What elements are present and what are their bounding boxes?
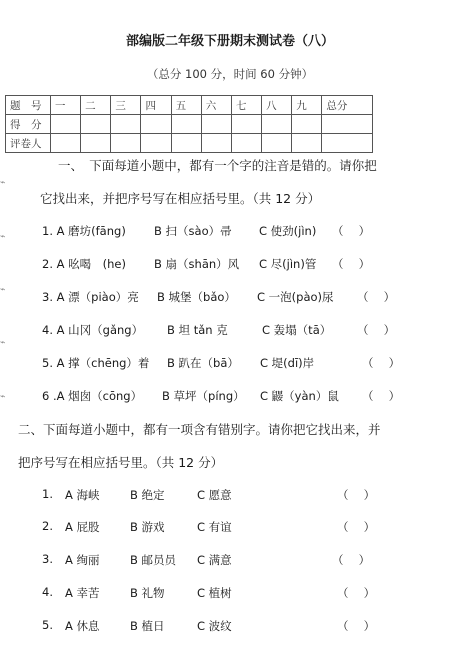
score-cell[interactable] — [171, 115, 201, 134]
option-a: 2. A 吆喝 (he) — [42, 257, 126, 271]
answer-blank[interactable]: （ ） — [337, 488, 376, 502]
score-table-header: 五 — [171, 96, 201, 115]
score-cell[interactable] — [141, 115, 171, 134]
score-cell[interactable] — [262, 115, 292, 134]
option-c: C 使劲(jìn) — [259, 224, 317, 238]
score-cell[interactable] — [292, 115, 322, 134]
option-c: C 植树 — [197, 586, 232, 600]
option-a: 4. A 山冈（gǎng） — [42, 323, 144, 337]
question-number: 3. — [42, 552, 53, 566]
option-a: 5. A 撑（chēng）着 — [42, 356, 150, 370]
answer-blank[interactable]: （ ） — [362, 356, 401, 370]
answer-blank[interactable]: （ ） — [337, 619, 376, 633]
question-number: 2. — [42, 519, 53, 533]
option-b: B 邮员员 — [130, 553, 177, 567]
option-c: C 轰塌（tā） — [262, 323, 332, 337]
option-c: C 尽(jìn)管 — [259, 257, 317, 271]
option-c: C 一泡(pào)尿 — [257, 290, 334, 304]
margin-mark: ⌁ — [0, 285, 6, 295]
score-cell[interactable] — [231, 134, 261, 153]
score-cell[interactable] — [201, 134, 231, 153]
question-number: 1. — [42, 487, 53, 501]
option-c: C 有谊 — [197, 520, 232, 534]
option-b: B 城堡（bǎo） — [157, 290, 236, 304]
option-b: B 礼物 — [130, 586, 165, 600]
margin-mark: ⌁ — [0, 392, 6, 402]
exam-title: 部编版二年级下册期末测试卷（八） — [125, 34, 334, 49]
section2-intro-line1: 二、下面每道小题中，都有一项含有错别字。请你把它找出来，并 — [18, 422, 381, 437]
score-row-label: 评卷人 — [6, 134, 51, 153]
option-b: B 绝定 — [130, 488, 165, 502]
score-cell[interactable] — [141, 134, 171, 153]
option-b: B 扫（sào）帚 — [154, 224, 232, 238]
option-a: A 屁股 — [65, 520, 100, 534]
answer-blank[interactable]: （ ） — [357, 290, 396, 304]
question-number: 5. — [42, 618, 53, 632]
answer-blank[interactable]: （ ） — [337, 520, 376, 534]
margin-mark: ⌁ — [0, 232, 6, 242]
answer-blank[interactable]: （ ） — [362, 389, 401, 403]
option-c: C 堤(dī)岸 — [260, 356, 315, 370]
option-b: B 草坪（píng） — [162, 389, 245, 403]
score-cell[interactable] — [292, 134, 322, 153]
score-table-header: 二 — [81, 96, 111, 115]
score-cell[interactable] — [322, 134, 373, 153]
score-table-header: 题 号 — [6, 96, 51, 115]
score-table-header: 四 — [141, 96, 171, 115]
score-cell[interactable] — [201, 115, 231, 134]
score-table-row — [6, 115, 373, 134]
section1-intro-line1: 一、 下面每道小题中，都有一个字的注音是错的。请你把 — [58, 158, 377, 173]
score-table-row — [6, 134, 373, 153]
option-b: B 植日 — [130, 619, 165, 633]
score-table-header: 七 — [231, 96, 261, 115]
option-c: C 满意 — [197, 553, 232, 567]
option-c: C 愿意 — [197, 488, 232, 502]
score-cell[interactable] — [111, 134, 141, 153]
question-number: 4. — [42, 585, 53, 599]
score-cell[interactable] — [262, 134, 292, 153]
score-cell[interactable] — [51, 115, 81, 134]
option-a: A 绚丽 — [65, 553, 100, 567]
score-table-header: 三 — [111, 96, 141, 115]
option-b: B 趴在（bā） — [167, 356, 239, 370]
answer-blank[interactable]: （ ） — [332, 553, 371, 567]
score-cell[interactable] — [81, 134, 111, 153]
score-cell[interactable] — [171, 134, 201, 153]
section1-intro-line2: 它找出来，并把序号写在相应括号里。（共 12 分） — [40, 191, 321, 206]
option-c: C 波纹 — [197, 619, 232, 633]
option-a: 6 .A 烟囱（cōng） — [42, 389, 143, 403]
score-table-header: 一 — [51, 96, 81, 115]
option-a: 3. A 漂（piào）亮 — [42, 290, 139, 304]
score-cell[interactable] — [111, 115, 141, 134]
score-cell[interactable] — [231, 115, 261, 134]
option-c: C 鼹（yàn）鼠 — [260, 389, 339, 403]
answer-blank[interactable]: （ ） — [357, 323, 396, 337]
section2-intro-line2: 把序号写在相应括号里。（共 12 分） — [18, 455, 224, 470]
answer-blank[interactable]: （ ） — [332, 224, 371, 238]
option-a: 1. A 磨坊(fāng) — [42, 224, 126, 238]
score-cell[interactable] — [322, 115, 373, 134]
score-row-label: 得 分 — [6, 115, 51, 134]
option-a: A 海峡 — [65, 488, 100, 502]
score-cell[interactable] — [51, 134, 81, 153]
score-table — [5, 95, 373, 153]
score-table-header: 六 — [201, 96, 231, 115]
margin-mark: ⌁ — [0, 178, 6, 188]
margin-mark: ⌁ — [0, 338, 6, 348]
exam-subtitle: （总分 100 分，时间 60 分钟） — [146, 67, 314, 81]
option-a: A 休息 — [65, 619, 100, 633]
answer-blank[interactable]: （ ） — [332, 257, 371, 271]
option-b: B 游戏 — [130, 520, 165, 534]
score-table-header: 总分 — [322, 96, 373, 115]
option-a: A 幸苦 — [65, 586, 100, 600]
option-b: B 扇（shān）风 — [154, 257, 240, 271]
option-b: B 坦 tǎn 克 — [167, 323, 228, 337]
score-table-header: 八 — [262, 96, 292, 115]
score-table-header: 九 — [292, 96, 322, 115]
answer-blank[interactable]: （ ） — [337, 586, 376, 600]
score-table-header-row — [6, 96, 373, 115]
score-cell[interactable] — [81, 115, 111, 134]
